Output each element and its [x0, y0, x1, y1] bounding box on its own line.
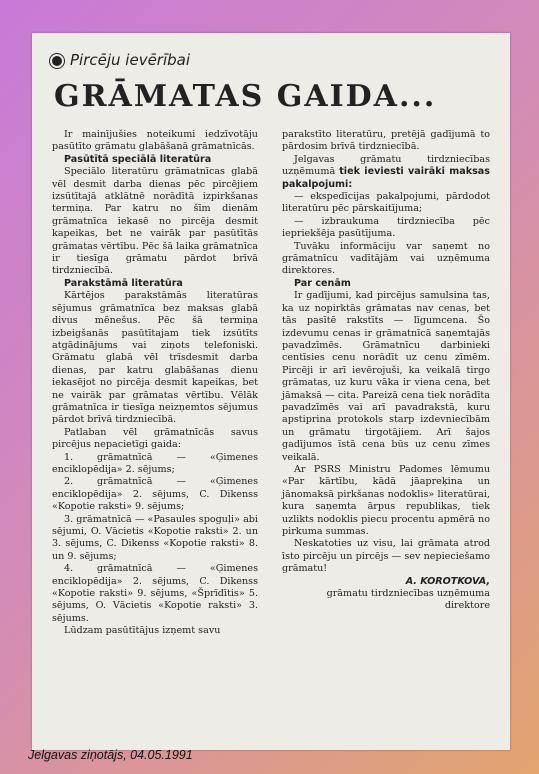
paragraph: Ar PSRS Ministru Padomes lēmumu «Par kārtību, kādā jāapreķina un jānomaksā pirkšanas nodoklis» literatūrai, kura saņemta ārpus republikas, tiek uzlikts nodoklis piecu procentu apmērā no pirkuma summas.: [282, 463, 490, 537]
paragraph: Speciālo literatūru grāmatnīcas glabā vēl desmit darba dienas pēc pircējiem izsūtītajā atklātnē norādītā izpirkšanas termiņa. Par katru no šīm dienām grāmatnīca iekasē no pircēja desmit kapeikas, bet ne vairāk par pasūtītās grāmatas vērtību. Pēc šā laika grāmatnīca ir tiesīga grāmatu pārdot brīvā tirdzniecībā.: [52, 166, 258, 277]
paragraph-text: Jelgavas grāmatu tirdzniecības uzņēmumā: [282, 153, 490, 178]
list-item: 3. grāmatnīcā — «Pasaules spoguļi» abi sējumi, O. Vācietis «Kopotie raksti» 2. un 3. sējums, C. Dikenss «Kopotie raksti» 8. un 9. sējums;: [52, 513, 258, 562]
paragraph: [282, 154, 490, 191]
intro-paragraph: Ir mainījušies noteikumi iedzīvotāju pasūtīto grāmatu glabāšanā grāmatnīcās.: [52, 129, 258, 153]
signature: A. KOROTKOVA,: [405, 575, 490, 587]
list-item: 1. grāmatnīcā — «Ģimenes enciklopēdija» 2. sējums;: [52, 451, 258, 475]
list-item: 2. grāmatnīcā — «Ģimenes enciklopēdija» 2. sējums, C. Dikenss «Kopotie raksti» 9. sējums;: [52, 476, 258, 513]
subheading-prices: Par cenām: [294, 277, 351, 289]
paragraph: parakstīto literatūru, pretējā gadījumā to pārdosim brīvā tirdzniecībā.: [282, 129, 490, 153]
paragraph: Patlaban vēl grāmatnīcās savus pircējus nepacietīgi gaida:: [52, 426, 258, 451]
paragraph: Ir gadījumi, kad pircējus samulsina tas, ka uz nopirktās grāmatas nav cenas, bet tās pasītē rakstīts — līgumcena. Šo izdevumu cenas ir grāmatnīcā saņemtajās pavadzīmēs. Grāmatnīcu darbinieki centīsies cenu norādīt uz cenu zīmēm. Pircēji ir arī ievērojuši, ka veikalā tirgo grāmatas, uz kuru vāka ir viena cena, bet jāmaksā — cita. Pareizā cena tiek norādīta pavadzīmēs vai arī pavadrakstā, kuru apstiprina protokols starp izdevniecībām un grāmatu tirgotājiem. Arī šajos gadījumos īstā cena būs uz cenu zīmes veikalā.: [282, 290, 490, 463]
list-item: — izbraukuma tirdzniecība pēc iepriekšēja pasūtījuma.: [282, 215, 490, 240]
paragraph: Lūdzam pasūtītājus izņemt savu: [64, 625, 221, 637]
headline: GRĀMATAS GAIDA...: [54, 79, 437, 114]
list-item: — ekspedīcijas pakalpojumi, pārdodot literatūru pēc pārskaitījuma;: [282, 191, 490, 215]
signature-title: grāmatu tirdzniecības uzņēmuma direktore: [326, 588, 490, 612]
bold-text: tiek ieviesti vairāki maksas pakalpojumi:: [282, 166, 490, 190]
subheading-special: Pasūtītā speciālā literatūra: [64, 153, 212, 165]
rubric-text: Pircēju ievērībai: [70, 51, 191, 69]
list-item: 4. grāmatnīcā — «Ģimenes enciklopēdija» 2. sējums, C. Dikenss «Kopotie raksti» 9. sējums, «Šprīdītis» 5. sējums, O. Vācietis «Kopotie raksti» 3. sējums.: [52, 563, 258, 624]
paragraph: Tuvāku informāciju var saņemt no grāmatnīcu vadītājām vai uzņēmuma direktores.: [282, 240, 490, 277]
paragraph: Neskatoties uz visu, lai grāmata atrod īsto pircēju un pircējs — sev nepieciešamo grāmatu!: [282, 538, 490, 575]
paragraph: Kārtējos parakstāmās literatūras sējumus grāmatnīca bez maksas glabā divus mēnešus. Pēc šā termiņa izbeigšanās pasūtītajam tiek izsūtīts atgādinājums vai ziņots telefoniski. Grāmatu glabā vēl trīsdesmit darba dienas, par katru glabāšanas dienu iekasējot no pircēja desmit kapeikas, bet ne vairāk par grāmatas vērtību. Vēlāk grāmatnīca ir tiesīga neizņemtos sējumus pārdot brīvā tirdzniecībā.: [52, 290, 258, 426]
source-caption: Jelgavas ziņotājs, 04.05.1991: [28, 748, 193, 762]
right-column: [282, 129, 490, 613]
rubric: [50, 51, 190, 69]
newspaper-clipping: [32, 33, 510, 750]
bullet-icon: [50, 54, 64, 68]
subheading-subscription: Parakstāmā literatūra: [64, 277, 183, 289]
left-column: [52, 129, 258, 638]
